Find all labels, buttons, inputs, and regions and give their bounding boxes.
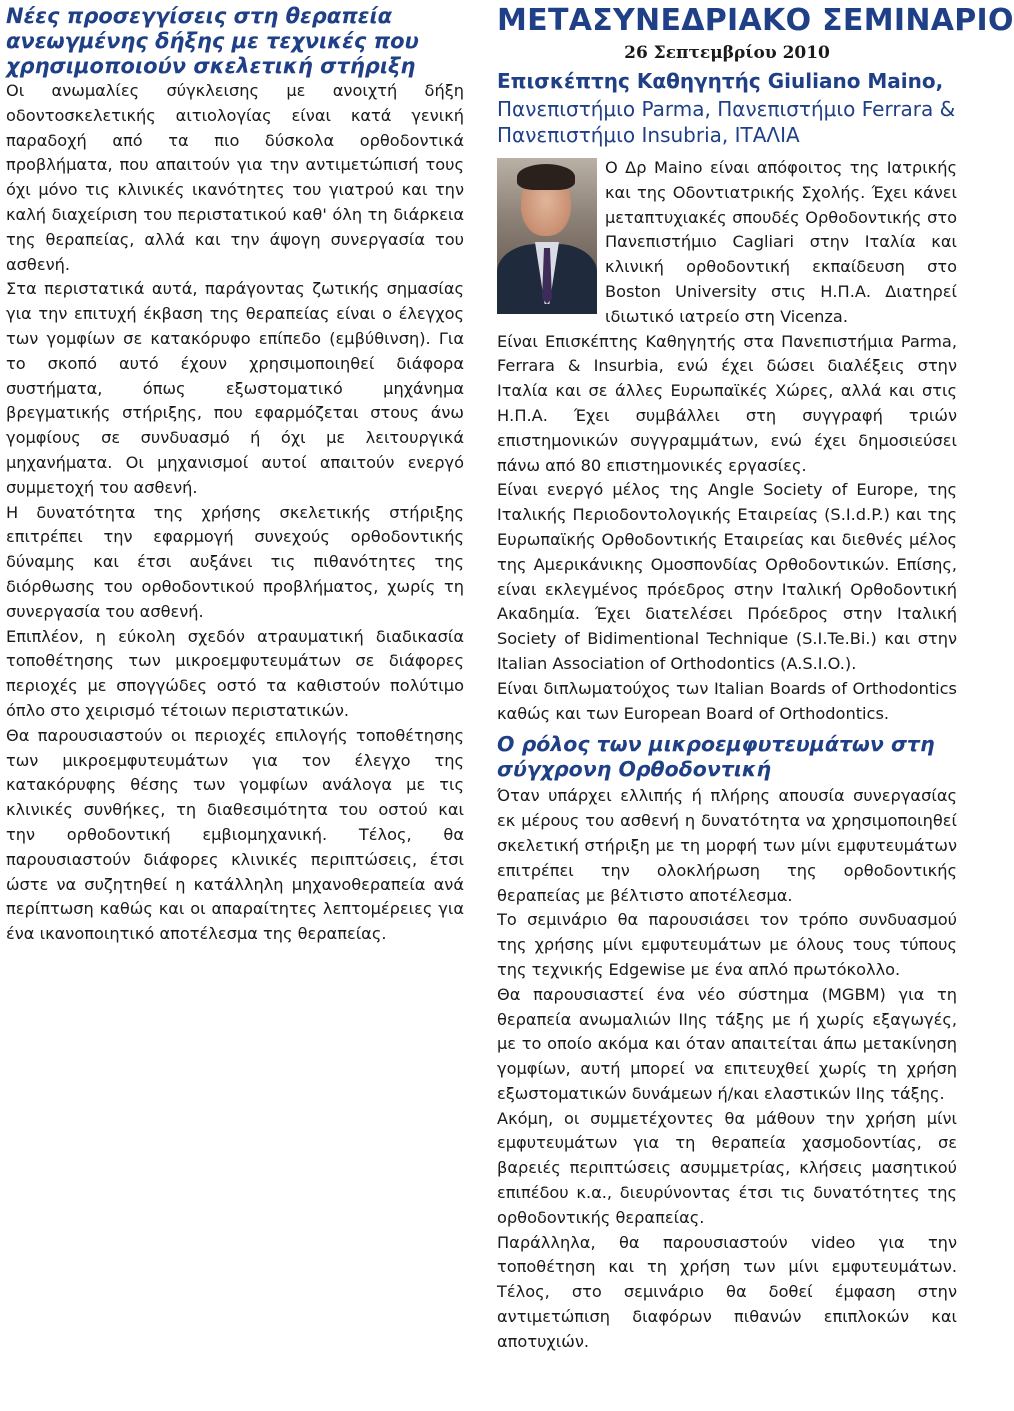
right-column	[497, 3, 1014, 1355]
bio-paragraph: Είναι ενεργό μέλος της Angle Society of Europe, της Ιταλικής Περιοδοντολογικής Εταιρείας (S.I.d.P.) και της Ευρωπαϊκής Ορθοδοντικής Εταιρείας και διεθνές μέλος της Αμερικάνικης Ομοσπονδίας Ορθοδοντικών. Επίσης, είναι εκλεγμένος πρόεδρος στην Ιταλική Ορθοδοντική Ακαδημία. Έχει διατελέσει Πρόεδρος στην Ιταλική Society of Bidimentional Technique (S.I.Te.Bi.) και στην Italian Association of Orthodontics (A.S.I.O.).	[497, 480, 957, 673]
section-body	[497, 784, 957, 1354]
seminar-title: ΜΕΤΑΣΥΝΕΔΡΙΑΚΟ ΣΕΜΙΝΑΡΙΟ	[497, 3, 1014, 38]
visitor-affiliation: Πανεπιστήμιο Parma, Πανεπιστήμιο Ferrara & Πανεπιστήμιο Insubria, ΙΤΑΛΙΑ	[497, 97, 956, 147]
visitor-name: Επισκέπτης Καθηγητής Giuliano Maino,	[497, 69, 944, 93]
left-column	[6, 4, 464, 947]
section-paragraph: Θα παρουσιαστεί ένα νέο σύστημα (MGBM) για τη θεραπεία ανωμαλιών IIης τάξης με ή χωρίς εξαγωγές, με το οποίο ακόμα και όταν απαιτείται άπω μετακίνηση γομφίων, αυτή μπορεί να επιτευχθεί χωρίς τη χρήση εξωστοματικών δυνάμεων ή/και ελαστικών IIης τάξης.	[497, 984, 957, 1103]
bio-paragraph: Ο Δρ Maino είναι απόφοιτος της Ιατρικής και της Οδοντιατρικής Σχολής. Έχει κάνει μεταπτυχιακές σπουδές Ορθοδοντικής στο Πανεπιστήμιο Cagliari στην Ιταλία και κλινική ορθοδοντική εκπαίδευση στο Boston University στις Η.Π.Α. Διατηρεί ιδιωτικό ιατρείο στη Vicenza.	[605, 158, 957, 326]
section-title: Ο ρόλος των μικροεμφυτευμάτων στη σύγχρονη Ορθοδοντική	[497, 732, 935, 782]
section-paragraph: Ακόμη, οι συμμετέχοντες θα μάθουν την χρήση μίνι εμφυτευμάτων για τη θεραπεία χασμοδοντίας, σε βαρειές περιπτώσεις ασυμμετρίας, κλήσεις μασητικού επιπέδου κ.α., διευρύνοντας έτσι τις δυνατότητες της ορθοδοντικής θεραπείας.	[497, 1108, 957, 1227]
article-paragraph: Η δυνατότητα της χρήσης σκελετικής στήριξης επιτρέπει την εφαρμογή συνεχούς ορθοδοντικής δύναμης και έτσι αυξάνει τις πιθανότητες της διόρθωσης του ορθοδοντικού προβλήματος, χωρίς τη συνεργασία του ασθενή.	[6, 502, 464, 621]
article-paragraph: Επιπλέον, η εύκολη σχεδόν ατραυματική διαδικασία τοποθέτησης των μικροεμφυτευμάτων σε διάφορες περιοχές με σπογγώδες οστό τα καθιστούν πολύτιμο όπλο στο χειρισμό τέτοιων περιστατικών.	[6, 626, 464, 720]
seminar-date: 26 Σεπτεμβρίου 2010	[624, 43, 830, 63]
article-paragraph: Θα παρουσιαστούν οι περιοχές επιλογής τοποθέτησης των μικροεμφυτευμάτων για τον έλεγχο της κατακόρυφης θέσης των γομφίων ανάλογα με τις κλινικές συνθήκες, τη διαθεσιμότητα του οστού και την ορθοδοντική εμβιομηχανική. Τέλος, θα παρουσιαστούν διάφορες κλινικές περιπτώσεις, έτσι ώστε να συζητηθεί η κατάλληλη μηχανοθεραπεία ανά περίπτωση καθώς και οι απαραίτητες λεπτομέρειες για ένα ικανοποιητικό αποτέλεσμα της θεραπείας.	[6, 725, 464, 944]
bio	[497, 156, 957, 726]
article-title: Νέες προσεγγίσεις στη θεραπεία ανεωγμένης δήξης με τεχνικές που χρησιμοποιούν σκελετική στήριξη	[6, 4, 419, 78]
speaker-photo	[497, 158, 597, 304]
article-body	[6, 79, 464, 947]
article-paragraph: Στα περιστατικά αυτά, παράγοντας ζωτικής σημασίας για την επιτυχή έκβαση της θεραπείας είναι ο έλεγχος των γομφίων σε κατακόρυφο επίπεδο (εμβύθινση). Για το σκοπό αυτό έχουν χρησιμοποιηθεί διάφορα συστήματα, όπως εξωστοματικό μηχάνημα βρεγματικής στήριξης, που εφαρμόζεται στους άνω γομφίους σε συνδυασμό ή όχι με λειτουργικά μηχανήματα. Οι μηχανισμοί αυτοί απαιτούν ενεργό συμμετοχή του ασθενή.	[6, 279, 464, 497]
section-paragraph: Παράλληλα, θα παρουσιαστούν video για την τοποθέτηση και τη χρήση των μίνι εμφυτευμάτων. Τέλος, στο σεμινάριο θα δοθεί έμφαση στην αντιμετώπιση διαφόρων πιθανών επιπλοκών και αποτυχιών.	[497, 1232, 957, 1351]
article-paragraph: Οι ανωμαλίες σύγκλεισης με ανοιχτή δήξη οδοντοσκελετικής αιτιολογίας είναι κατά γενική παραδοχή από τα πιο δύσκολα ορθοδοντικά προβλήματα, που απαιτούν για την αντιμετώπισή τους όχι μόνο τις κλινικές ικανότητες του γιατρού και την καλή διαχείριση του περιστατικού καθ' όλη τη διάρκεια της θεραπείας, αλλά και την άψογη συνεργασία του ασθενή.	[6, 81, 464, 274]
section-paragraph: Το σεμινάριο θα παρουσιάσει τον τρόπο συνδυασμού της χρήσης μίνι εμφυτευμάτων με όλους τους τύπους της τεχνικής Edgewise με ένα απλό πρωτόκολλο.	[497, 910, 957, 979]
section-paragraph: Όταν υπάρχει ελλιπής ή πλήρης απουσία συνεργασίας εκ μέρους του ασθενή η δυνατότητα να χρησιμοποιηθεί σκελετική στήριξη με τη μορφή των μίνι εμφυτευμάτων επιτρέπει την ολοκλήρωση της ορθοδοντικής θεραπείας με βέλτιστο αποτέλεσμα.	[497, 786, 957, 905]
bio-paragraph: Είναι διπλωματούχος των Italian Boards of Orthodontics καθώς και των European Board of Orthodontics.	[497, 678, 957, 723]
bio-paragraph: Είναι Επισκέπτης Καθηγητής στα Πανεπιστήμια Parma, Ferrara & Insurbia, ενώ έχει δώσει διαλέξεις στην Ιταλία και σε άλλες Ευρωπαϊκές Χώρες, αλλά και στις Η.Π.Α. Έχει συμβάλλει στη συγγραφή τριών επιστημονικών συγγραμμάτων, ενώ έχει δημοσιεύσει πάνω από 80 επιστημονικές εργασίες.	[497, 331, 957, 475]
